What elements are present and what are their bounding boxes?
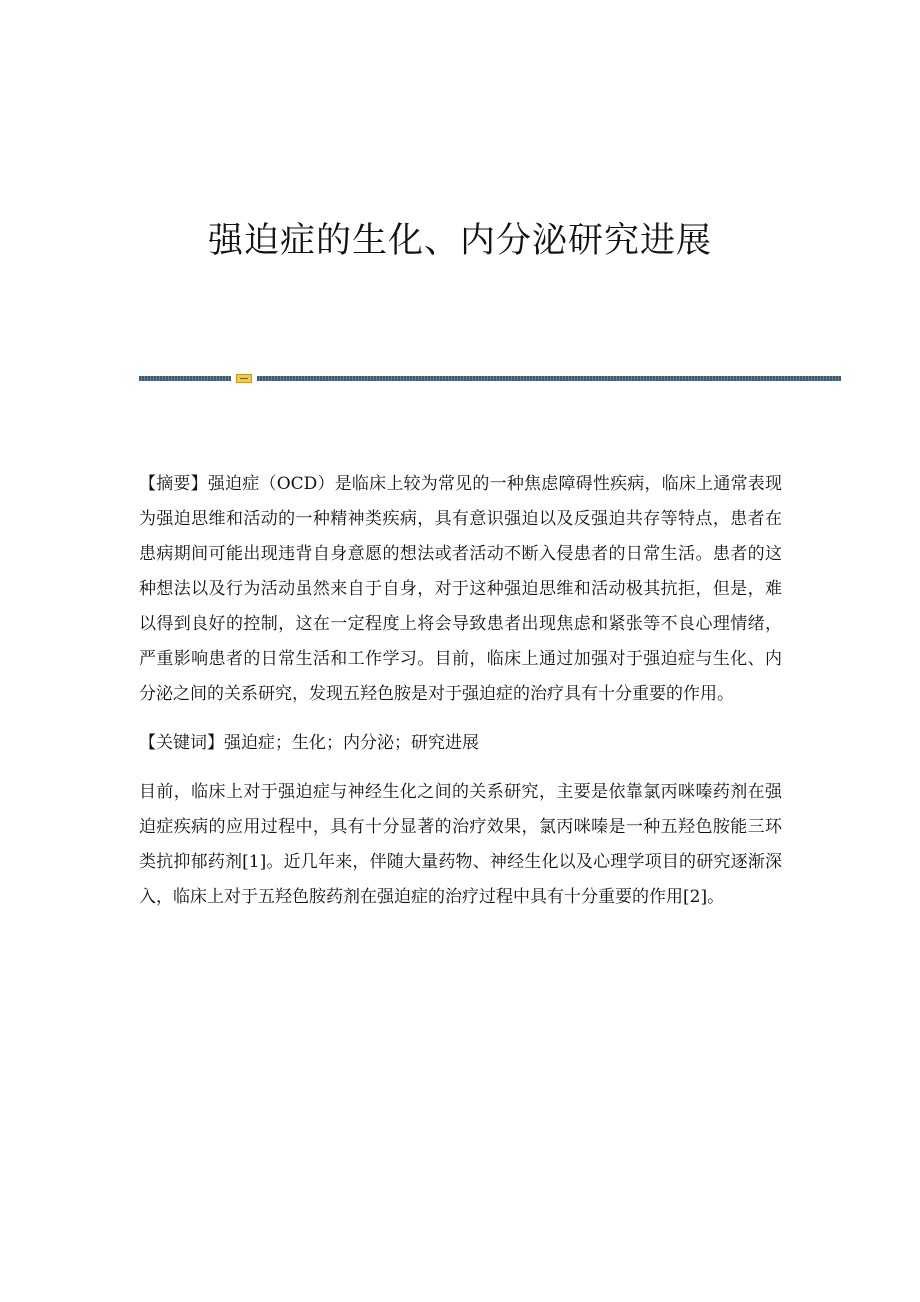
divider-bar-left xyxy=(139,376,231,381)
body-paragraph: 目前，临床上对于强迫症与神经生化之间的关系研究，主要是依靠氯丙咪嗪药剂在强迫症疾病的应用过程中，具有十分显著的治疗效果，氯丙咪嗪是一种五羟色胺能三环类抗抑郁药剂[1]。近几年来，伴随大量药物、神经生化以及心理学项目的研究逐渐深入，临床上对于五羟色胺药剂在强迫症的治疗过程中具有十分重要的作用[2]。 xyxy=(139,782,782,907)
title-divider xyxy=(139,374,841,383)
keywords-paragraph: 【关键词】强迫症；生化；内分泌；研究进展 xyxy=(139,733,479,753)
divider-ornament-icon xyxy=(236,374,252,383)
document-title: 强迫症的生化、内分泌研究进展 xyxy=(207,221,712,261)
divider-bar-right xyxy=(257,376,841,381)
abstract-paragraph: 【摘要】强迫症（OCD）是临床上较为常见的一种焦虑障碍性疾病，临床上通常表现为强迫思维和活动的一种精神类疾病，具有意识强迫以及反强迫共存等特点，患者在患病期间可能出现违背自身意愿的想法或者活动不断入侵患者的日常生活。患者的这种想法以及行为活动虽然来自于自身，对于这种强迫思维和活动极其抗拒，但是，难以得到良好的控制，这在一定程度上将会导致患者出现焦虑和紧张等不良心理情绪，严重影响患者的日常生活和工作学习。目前，临床上通过加强对于强迫症与生化、内分泌之间的关系研究，发现五羟色胺是对于强迫症的治疗具有十分重要的作用。 xyxy=(139,474,782,704)
document-body xyxy=(139,467,782,929)
